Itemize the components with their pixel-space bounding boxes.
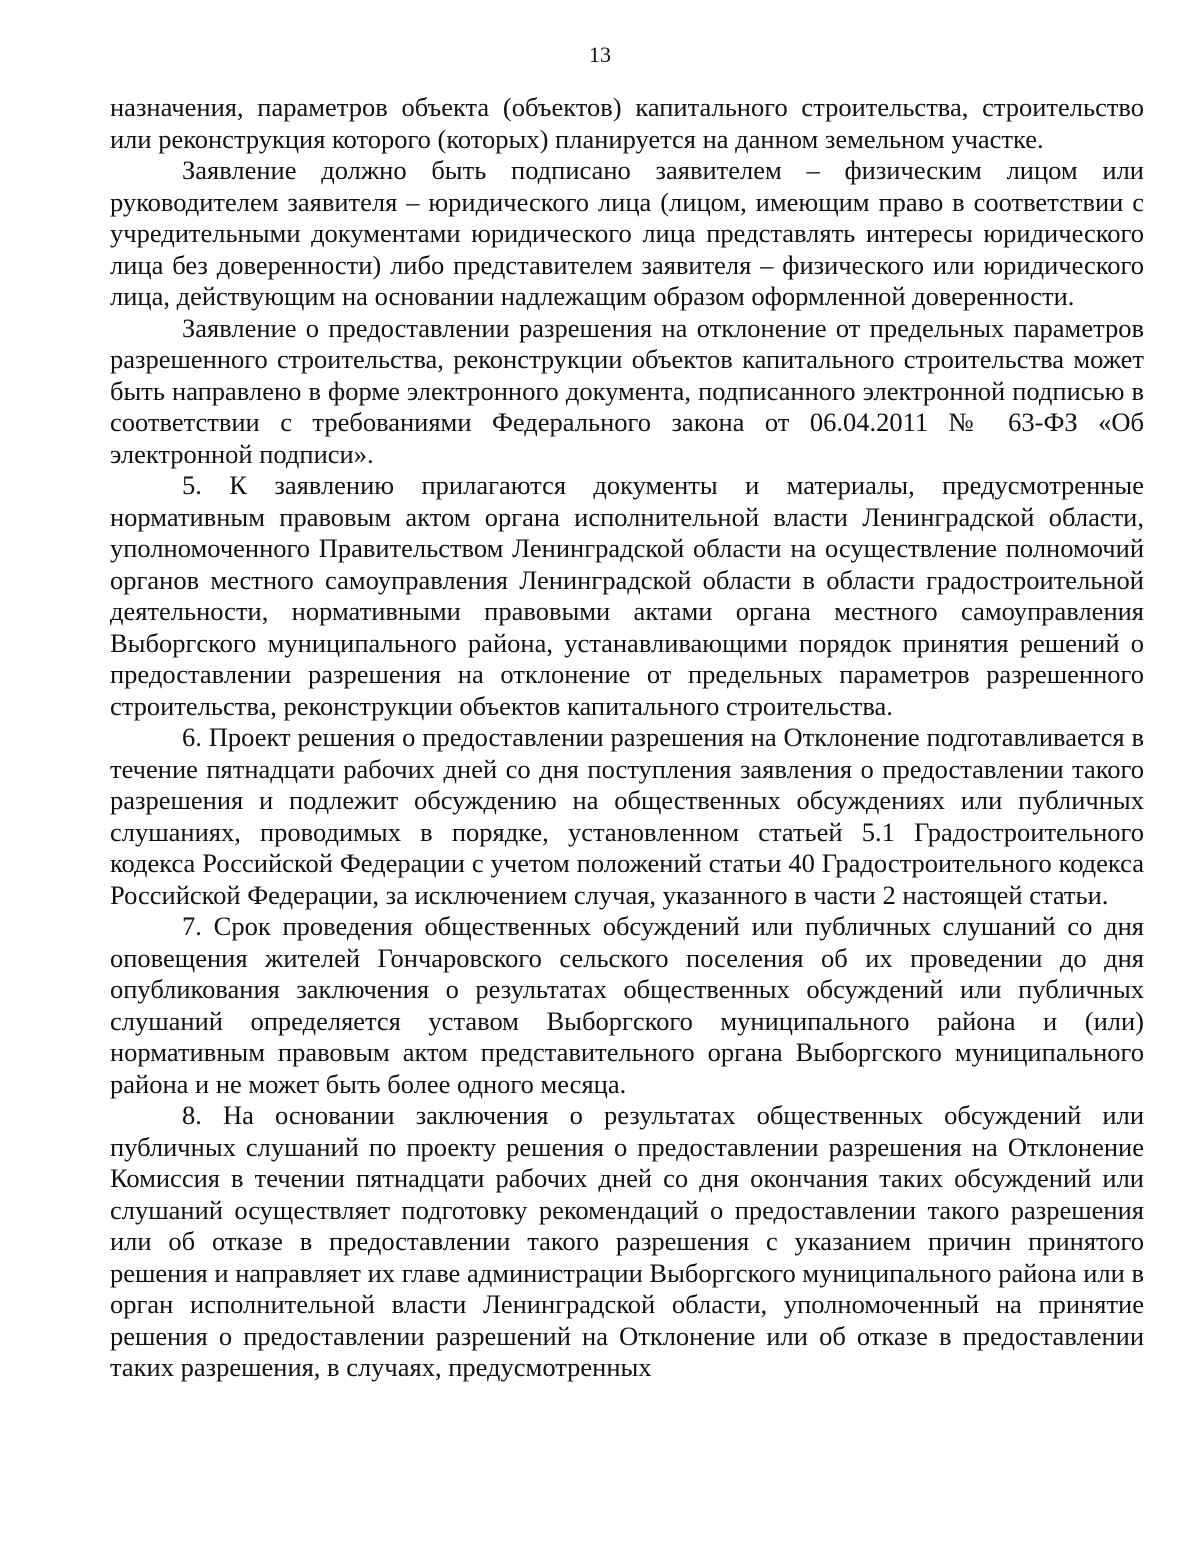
paragraph-electronic-application: Заявление о предоставлении разрешения на отклонение от предельных параметров разрешенного строительства, реконструкции объектов капитального строительства может быть направлено в форме электронного документа, подписанного электронной подписью в соответствии с требованиями Федерального закона от 06.04.2011 № 63-ФЗ «Об электронной подписи». [110, 312, 1144, 469]
paragraph-item-7: 7. Срок проведения общественных обсуждений или публичных слушаний со дня оповещения жителей Гончаровского сельского поселения об их проведении до дня опубликования заключения о результатах общественных обсуждений или публичных слушаний определяется уставом Выборгского муниципального района и (или) нормативным правовым актом представительного органа Выборгского муниципального района и не может быть более одного месяца. [110, 911, 1144, 1099]
paragraph-continuation: назначения, параметров объекта (объектов) капитального строительства, строительство или реконструкция которого (которых) планируется на данном земельном участке. [110, 92, 1144, 154]
paragraph-item-5: 5. К заявлению прилагаются документы и материалы, предусмотренные нормативным правовым актом органа исполнительной власти Ленинградской области, уполномоченного Правительством Ленинградской области на осуществление полномочий органов местного самоуправления Ленинградской области в области градостроительной деятельности, нормативными правовыми актами органа местного самоуправления Выборгского муниципального района, устанавливающими порядок принятия решений о предоставлении разрешения на отклонение от предельных параметров разрешенного строительства, реконструкции объектов капитального строительства. [110, 470, 1144, 721]
paragraph-item-8: 8. На основании заключения о результатах общественных обсуждений или публичных слушаний по проекту решения о предоставлении разрешения на Отклонение Комиссия в течении пятнадцати рабочих дней со дня окончания таких обсуждений или слушаний осуществляет подготовку рекомендаций о предоставлении такого разрешения или об отказе в предоставлении такого разрешения с указанием причин принятого решения и направляет их главе администрации Выборгского муниципального района или в орган исполнительной власти Ленинградской области, уполномоченный на принятие решения о предоставлении разрешений на Отклонение или об отказе в предоставлении таких разрешения, в случаях, предусмотренных [110, 1100, 1144, 1382]
page-number: 13 [589, 42, 611, 67]
paragraph-application-signature: Заявление должно быть подписано заявителем – физическим лицом или руководителем заявителя – юридического лица (лицом, имеющим право в соответствии с учредительными документами юридического лица представлять интересы юридического лица без доверенности) либо представителем заявителя – физического или юридического лица, действующим на основании надлежащим образом оформленной доверенности. [110, 155, 1144, 311]
paragraph-item-6: 6. Проект решения о предоставлении разрешения на Отклонение подготавливается в течение пятнадцати рабочих дней со дня поступления заявления о предоставлении такого разрешения и подлежит обсуждению на общественных обсуждениях или публичных слушаниях, проводимых в порядке, установленном статьей 5.1 Градостроительного кодекса Российской Федерации с учетом положений статьи 40 Градостроительного кодекса Российской Федерации, за исключением случая, указанного в части 2 настоящей статьи. [110, 722, 1144, 910]
document-body [110, 92, 1144, 1384]
